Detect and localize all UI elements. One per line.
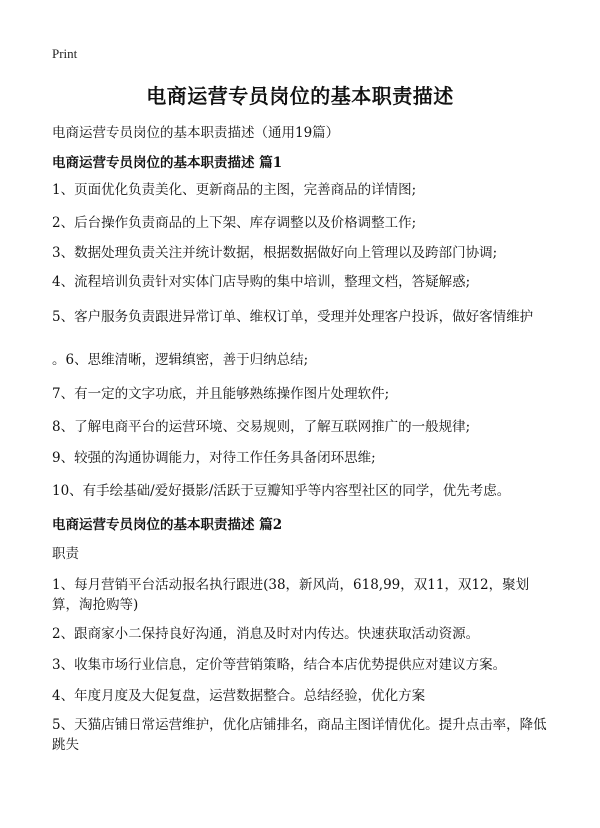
section1-item-9: 9、较强的沟通协调能力，对待工作任务具备闭环思维; xyxy=(52,450,376,466)
section1-item-2: 2、后台操作负责商品的上下架、库存调整以及价格调整工作; xyxy=(52,215,417,231)
section-heading-2: 电商运营专员岗位的基本职责描述 篇2 xyxy=(52,517,283,533)
section1-item-6: 。6、思维清晰，逻辑缜密，善于归纳总结; xyxy=(52,352,309,368)
section2-item-5: 5、天猫店铺日常运营维护，优化店铺排名，商品主图详情优化。提升点击率，降低跳失 xyxy=(52,717,547,753)
section1-item-1: 1、页面优化负责美化、更新商品的主图，完善商品的详情图; xyxy=(52,182,417,198)
section2-item-3: 3、收集市场行业信息，定价等营销策略，结合本店优势提供应对建议方案。 xyxy=(52,657,507,673)
section1-item-3: 3、数据处理负责关注并统计数据，根据数据做好向上管理以及跨部门协调; xyxy=(52,245,498,261)
print-label: Print xyxy=(52,46,78,61)
section2-item-2: 2、跟商家小二保持良好沟通，消息及时对内传达。快速获取活动资源。 xyxy=(52,626,480,642)
section2-label: 职责 xyxy=(52,546,79,562)
section1-item-5: 5、客户服务负责跟进异常订单、维权订单，受理并处理客户投诉，做好客情维护 xyxy=(52,309,534,325)
section-heading-1: 电商运营专员岗位的基本职责描述 篇1 xyxy=(52,155,283,171)
section1-item-4: 4、流程培训负责针对实体门店导购的集中培训，整理文档，答疑解惑; xyxy=(52,274,471,290)
section1-item-8: 8、了解电商平台的运营环境、交易规则，了解互联网推广的一般规律; xyxy=(52,419,471,435)
section1-item-7: 7、有一定的文字功底，并且能够熟练操作图片处理软件; xyxy=(52,386,390,402)
section2-item-4: 4、年度月度及大促复盘，运营数据整合。总结经验，优化方案 xyxy=(52,688,426,704)
section2-item-1: 1、每月营销平台活动报名执行跟进(38，新风尚，618,99，双11，双12，聚划算，淘抢购等) xyxy=(52,577,530,613)
section1-item-10: 10、有手绘基础/爱好摄影/活跃于豆瓣知乎等内容型社区的同学，优先考虑。 xyxy=(52,483,511,499)
document-title: 电商运营专员岗位的基本职责描述 xyxy=(146,84,454,108)
document-subtitle: 电商运营专员岗位的基本职责描述（通用19篇） xyxy=(52,125,340,141)
